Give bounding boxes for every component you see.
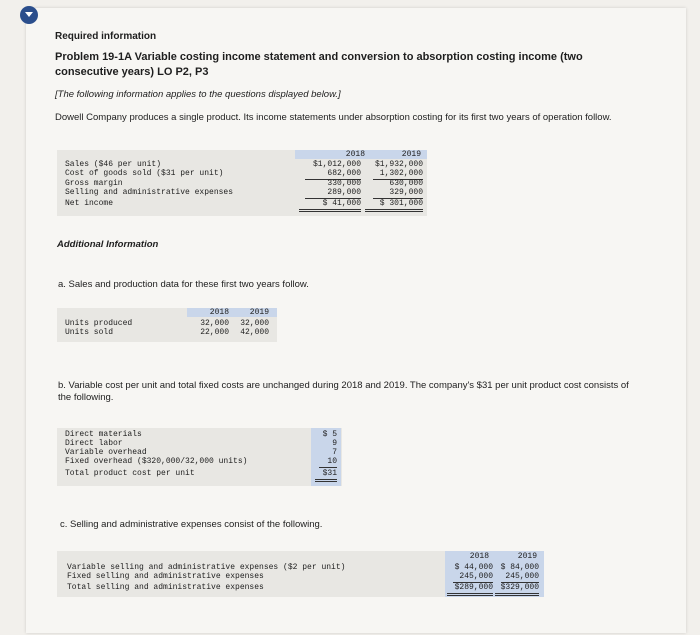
income-row-value: $ 301,000: [365, 199, 423, 212]
cost-row-label: Total product cost per unit: [65, 469, 195, 478]
cost-row-label: Direct materials: [65, 430, 142, 439]
section-c-text: c. Selling and administrative expenses consist of the following.: [60, 519, 323, 530]
income-row-value: 289,000: [305, 188, 361, 199]
selling-row-value: 245,000: [453, 572, 493, 583]
product-cost-table: [57, 428, 342, 486]
income-row-value: $ 41,000: [299, 199, 361, 212]
section-b-text: b. Variable cost per unit and total fixed costs are unchanged during 2018 and 2019. The company's $31 per unit product cost consists of the following.: [58, 380, 629, 403]
income-year-2019: 2019: [401, 150, 421, 159]
income-row-label: Cost of goods sold ($31 per unit): [65, 169, 224, 178]
selling-admin-table: [57, 551, 544, 597]
intro-text: Dowell Company produces a single product. Its income statements under absorption costing for its first two years of operation follow.: [55, 112, 612, 123]
income-row-label: Gross margin: [65, 179, 123, 188]
units-year-2018: 2018: [209, 308, 229, 317]
units-row-label: Units sold: [65, 328, 114, 337]
income-row-value: 630,000: [389, 179, 423, 188]
income-row-value: $1,932,000: [374, 160, 423, 169]
selling-row-value: $289,000: [447, 583, 493, 596]
cost-row-label: Fixed overhead ($320,000/32,000 units): [65, 457, 248, 466]
income-row-label: Selling and administrative expenses: [65, 188, 234, 197]
income-row-value: $1,012,000: [312, 160, 361, 169]
selling-row-value: $329,000: [495, 583, 539, 596]
selling-row-label: Variable selling and administrative expenses ($2 per unit): [67, 563, 346, 572]
units-table: [57, 308, 277, 342]
problem-title: Problem 19-1A Variable costing income statement and conversion to absorption costing income (two consecutive years) LO P2, P3: [55, 51, 583, 78]
income-row-value: 682,000: [305, 169, 361, 180]
selling-row-label: Fixed selling and administrative expenses: [67, 572, 264, 581]
cost-row-value: 10: [319, 457, 337, 468]
income-row-value: 329,000: [373, 188, 423, 199]
cost-row-value: 7: [332, 448, 337, 457]
selling-row-value: $ 84,000: [500, 563, 539, 572]
selling-year-2018: 2018: [469, 552, 489, 561]
units-row-value: 22,000: [200, 328, 229, 337]
cost-row-value: $ 5: [322, 430, 337, 439]
cost-row-label: Direct labor: [65, 439, 123, 448]
info-note: [The following information applies to the questions displayed below.]: [55, 89, 341, 100]
question-marker-icon: [20, 6, 38, 24]
cost-row-label: Variable overhead: [65, 448, 147, 457]
selling-row-value: 245,000: [501, 572, 539, 583]
selling-row-value: $ 44,000: [454, 563, 493, 572]
units-year-2019: 2019: [249, 308, 269, 317]
selling-year-2019: 2019: [517, 552, 537, 561]
units-row-value: 42,000: [240, 328, 269, 337]
required-information-label: Required information: [55, 31, 157, 42]
income-row-value: 1,302,000: [373, 169, 423, 180]
income-statement-table: [57, 150, 427, 216]
income-row-value: 330,000: [327, 179, 361, 188]
income-year-2018: 2018: [345, 150, 365, 159]
cost-row-value: 9: [332, 439, 337, 448]
income-row-label: Net income: [65, 199, 114, 208]
section-a-text: a. Sales and production data for these first two years follow.: [58, 279, 309, 290]
income-row-label: Sales ($46 per unit): [65, 160, 162, 169]
selling-row-label: Total selling and administrative expenses: [67, 583, 264, 592]
units-row-value: 32,000: [240, 319, 269, 328]
cost-row-value: $31: [315, 469, 337, 482]
additional-information-heading: Additional Information: [57, 239, 159, 250]
units-row-value: 32,000: [200, 319, 229, 328]
units-row-label: Units produced: [65, 319, 133, 328]
